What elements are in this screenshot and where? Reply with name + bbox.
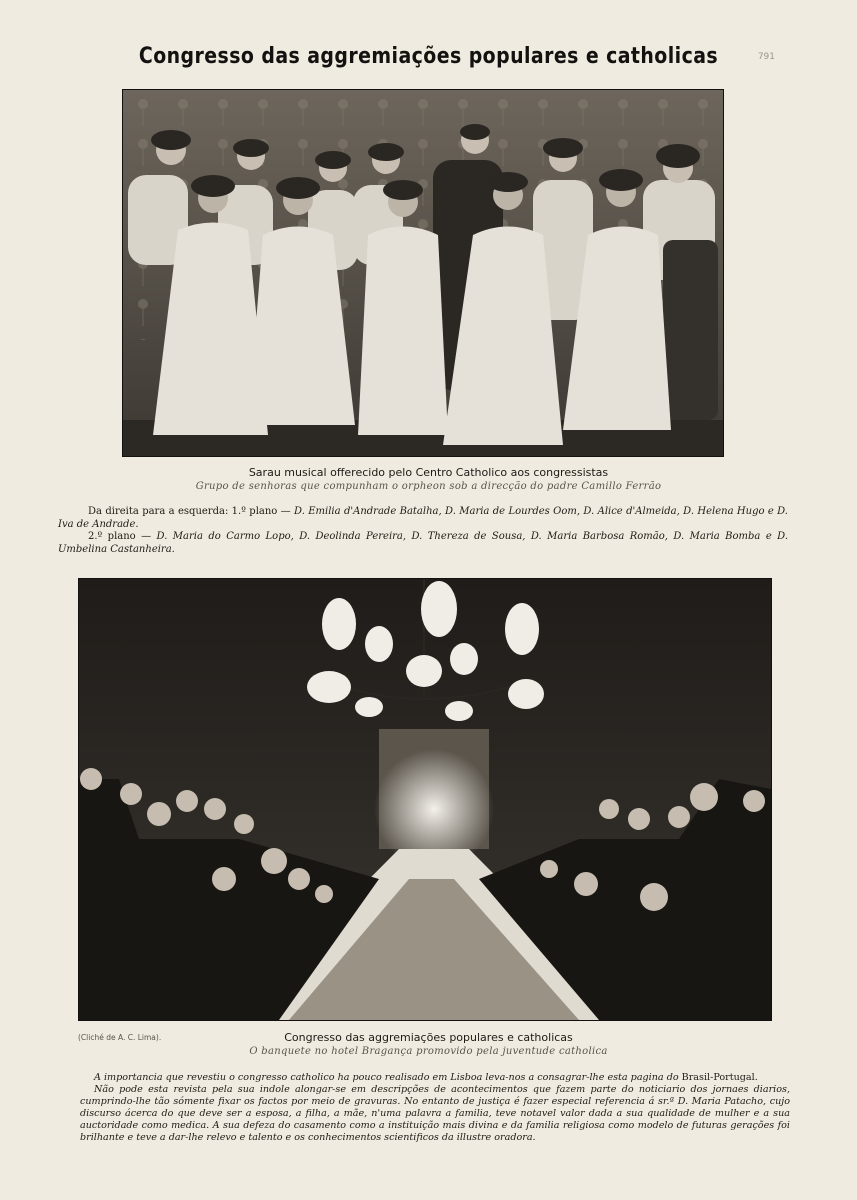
names-row1: D. Emilia d'Andrade Batalha, D. Maria de Lourdes Oom, D. Alice d'Almeida, D. Helena Hugo e D. Iva de Andrade.	[58, 506, 788, 530]
group-portrait-photo	[122, 89, 724, 457]
banquet-photo	[78, 578, 772, 1021]
page-title: Congresso das aggremiações populares e catholicas	[138, 44, 719, 69]
article-paragraph-2: Não pode esta revista pela sua indole alongar-se em descripções de acontecimentos que fazem parte do noticiario dos jornaes diarios, cumprindo-lhe tão sómente fixar os factos por meio de gravuras. No entanto de justiça é fazer especial referencia á sr.ª D. Maria Patacho, cujo discurso ácerca do que deve ser a esposa, a filha, a mãe, n'uma palavra a familia, teve notavel valor dada a sua qualidade de mulher e a sua auctoridade como medica. A sua defeza do casamento como a instituição mais divina e da familia religiosa como modelo de futuras gerações foi brilhante e teve a dar-lhe relevo e talento e os conhecimentos scientificos da illustre oradora.	[80, 1084, 790, 1143]
names-row2: D. Maria do Carmo Lopo, D. Deolinda Pereira, D. Thereza de Sousa, D. Maria Barbosa Romão, D. Maria Bomba e D. Umbelina Castanheira.	[58, 531, 788, 555]
photo2-caption: Congresso das aggremiações populares e catholicas	[284, 1031, 573, 1044]
photo2-credit: (Cliché de A. C. Lima).	[78, 1033, 162, 1042]
names-list	[58, 506, 788, 556]
publication-name: Brasil-Portugal.	[681, 1072, 758, 1083]
article-paragraph-1: A importancia que revestiu o congresso catholico ha pouco realisado em Lisboa leva-nos a consagrar-lhe esta pagina do	[94, 1072, 682, 1083]
photo1-caption: Sarau musical offerecido pelo Centro Catholico aos congressistas	[248, 466, 609, 479]
photo1-subcaption: Grupo de senhoras que compunham o orpheon sob a direcção do padre Camillo Ferrão	[195, 481, 662, 492]
photo2-subcaption: O banquete no hotel Bragança promovido pela juventude catholica	[249, 1046, 608, 1057]
names-row1-lead: Da direita para a esquerda: 1.º plano —	[88, 506, 295, 517]
article-body	[80, 1072, 790, 1144]
names-row2-lead: 2.º plano —	[88, 531, 157, 542]
page-number: 791	[757, 52, 775, 62]
